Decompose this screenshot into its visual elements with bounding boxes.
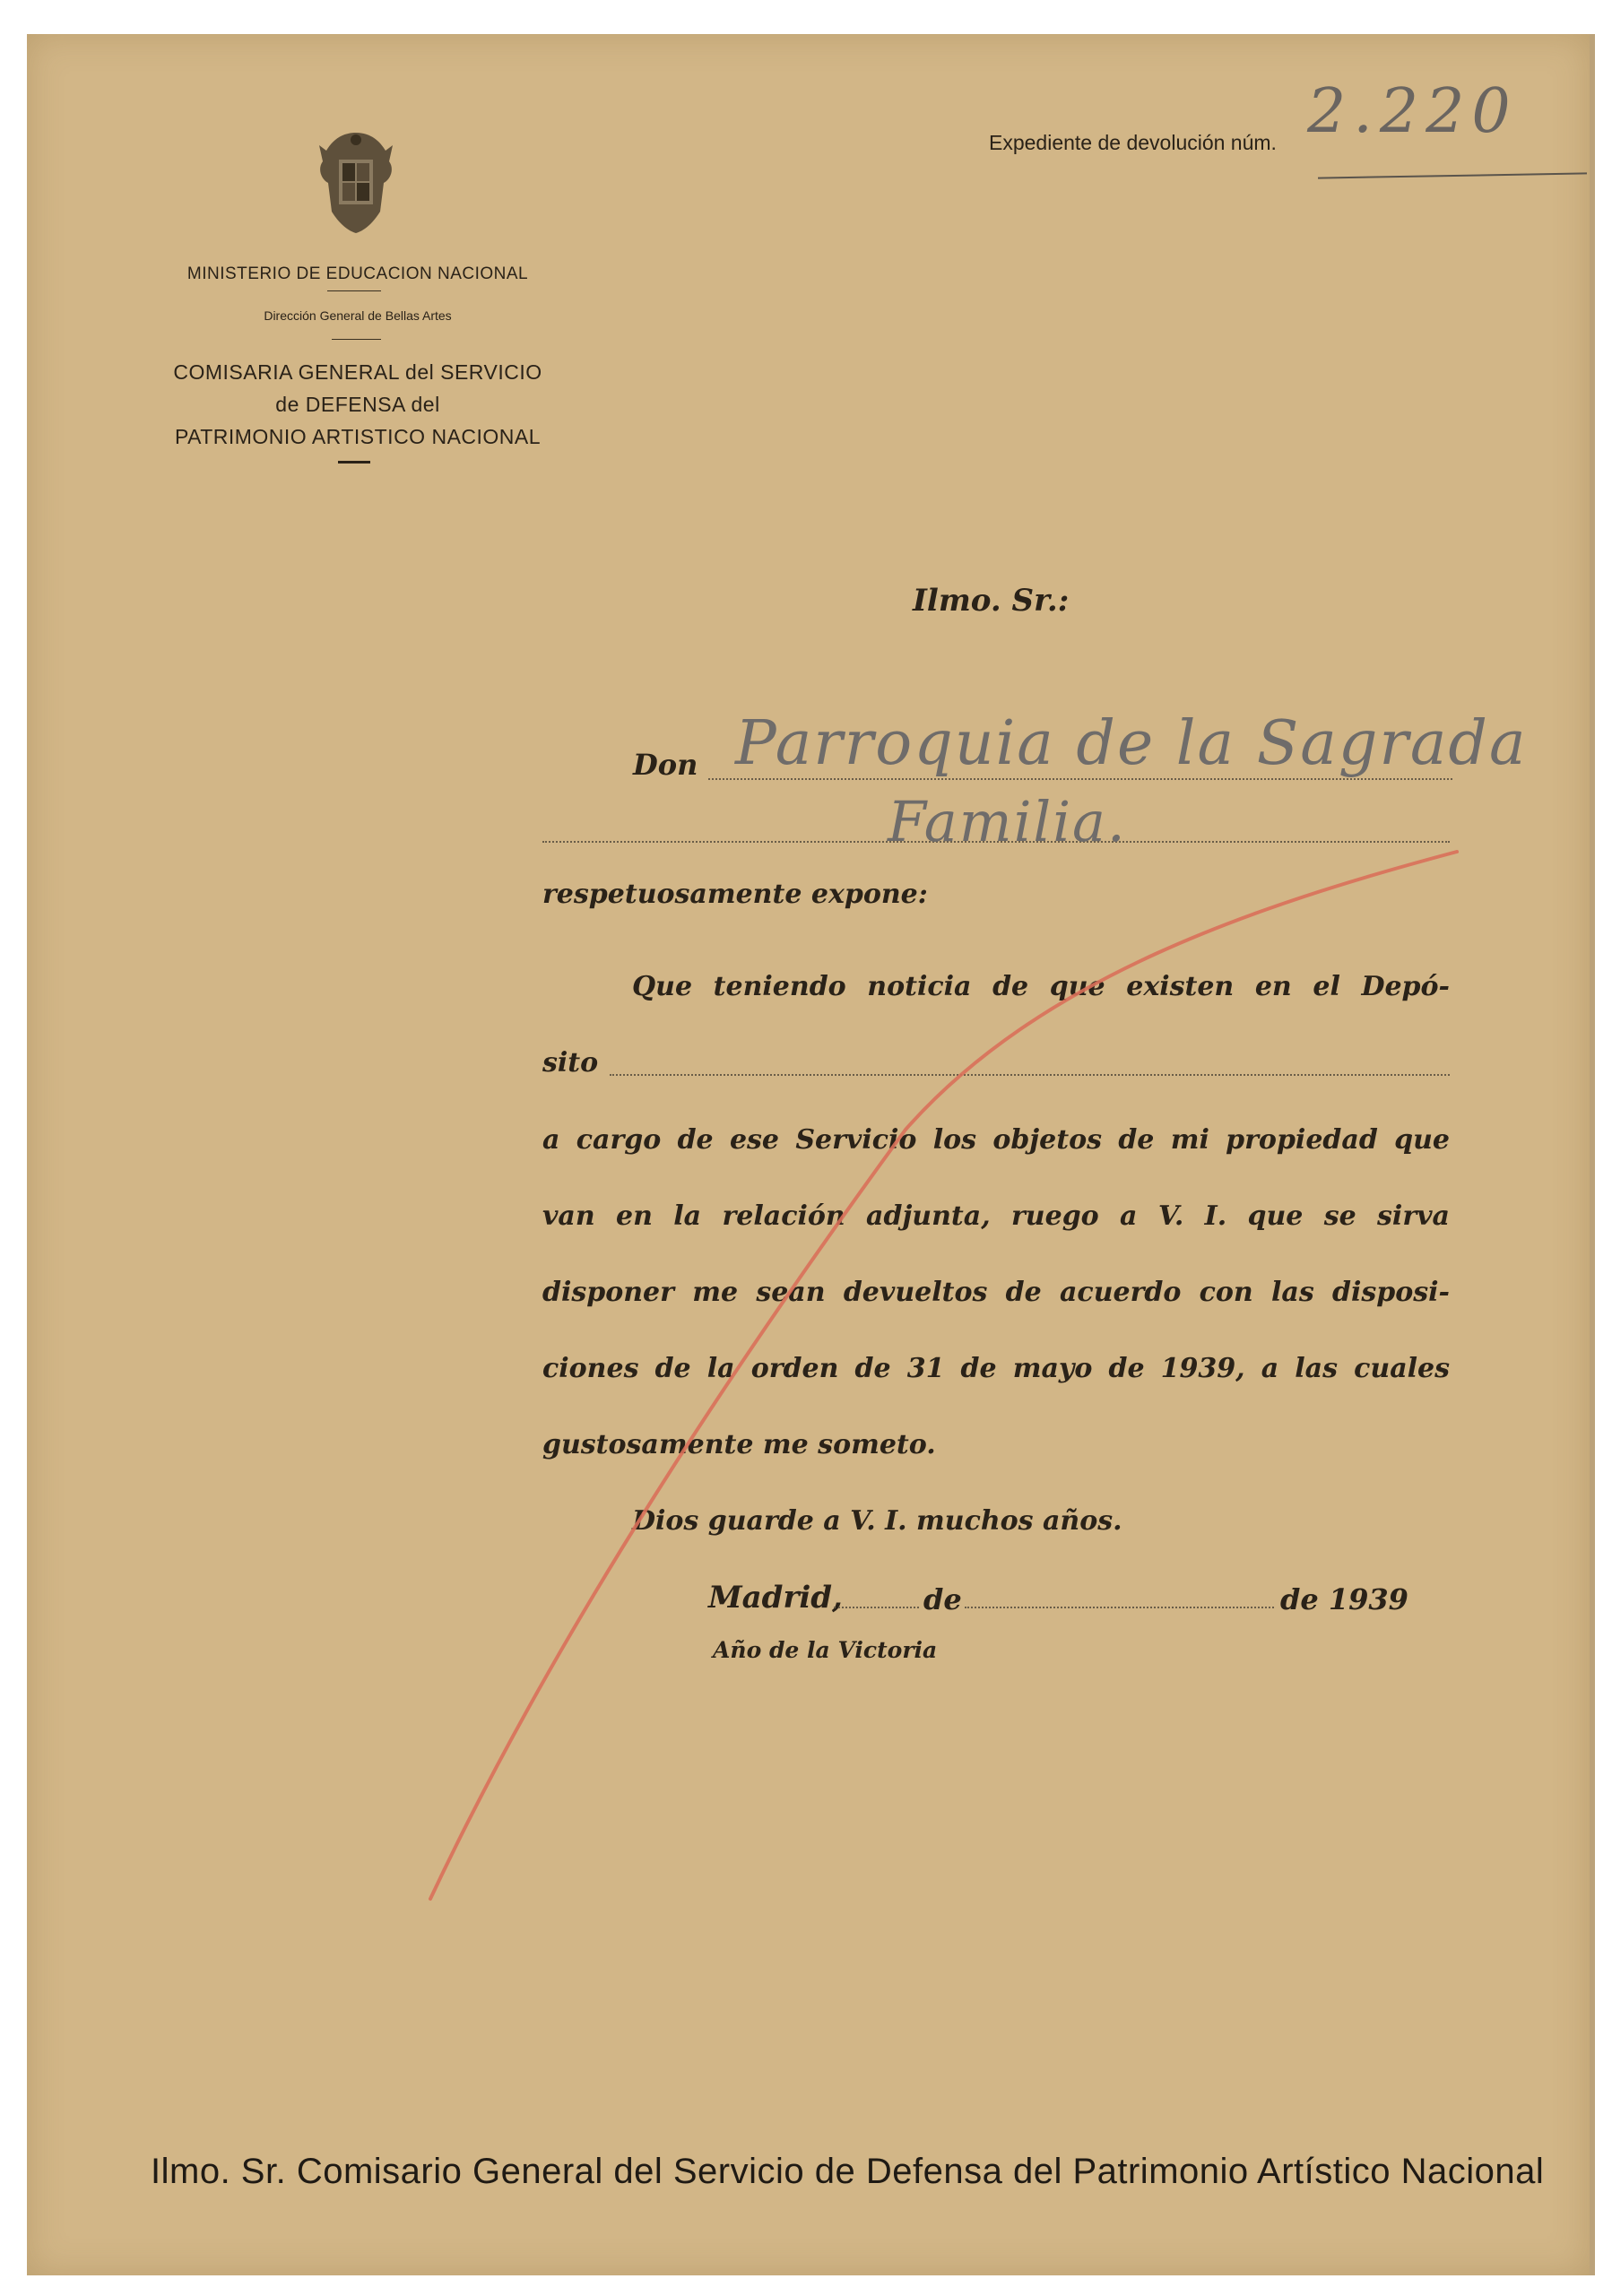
body-line-3: a cargo de ese Servicio los objetos de mi propiedad que bbox=[542, 1124, 1450, 1156]
year-label: de 1939 bbox=[1280, 1582, 1408, 1616]
blessing-line: Dios guarde a V. I. muchos años. bbox=[632, 1505, 1122, 1537]
handwritten-name-line-2: Familia. bbox=[888, 789, 1127, 854]
de-label: de bbox=[923, 1582, 962, 1616]
don-label: Don bbox=[633, 748, 698, 782]
handwritten-name-line-1: Parroquia de la Sagrada bbox=[735, 708, 1528, 779]
expediente-number-handwritten: 2.220 bbox=[1307, 76, 1518, 147]
anio-victoria-label: Año de la Victoria bbox=[713, 1637, 938, 1663]
comisaria-line-3: PATRIMONIO ARTISTICO NACIONAL bbox=[174, 425, 542, 448]
expediente-label: Expediente de devolución núm. bbox=[989, 131, 1277, 154]
comisaria-line-2: de DEFENSA del bbox=[275, 393, 440, 416]
footer-addressee: Ilmo. Sr. Comisario General del Servicio de Defensa del Patrimonio Artístico Nacional bbox=[151, 2152, 1545, 2191]
expone-line: respetuosamente expone: bbox=[542, 879, 928, 910]
direccion-subtitle: Dirección General de Bellas Artes bbox=[264, 308, 452, 323]
sito-label: sito bbox=[542, 1047, 599, 1079]
comisaria-line-1: COMISARIA GENERAL del SERVICIO bbox=[173, 360, 542, 384]
body-line-1: Que teniendo noticia de que existen en el Depó- bbox=[632, 971, 1450, 1002]
ministry-title: MINISTERIO DE EDUCACION NACIONAL bbox=[186, 264, 529, 283]
body-line-4: van en la relación adjunta, ruego a V. I. que se sirva bbox=[542, 1200, 1450, 1232]
body-line-6: ciones de la orden de 31 de mayo de 1939, a las cuales bbox=[542, 1353, 1450, 1384]
body-line-5: disponer me sean devueltos de acuerdo con las disposi- bbox=[542, 1277, 1450, 1308]
madrid-label: Madrid, bbox=[708, 1580, 843, 1616]
salutation: Ilmo. Sr.: bbox=[913, 583, 1070, 619]
body-line-7: gustosamente me someto. bbox=[542, 1429, 936, 1460]
